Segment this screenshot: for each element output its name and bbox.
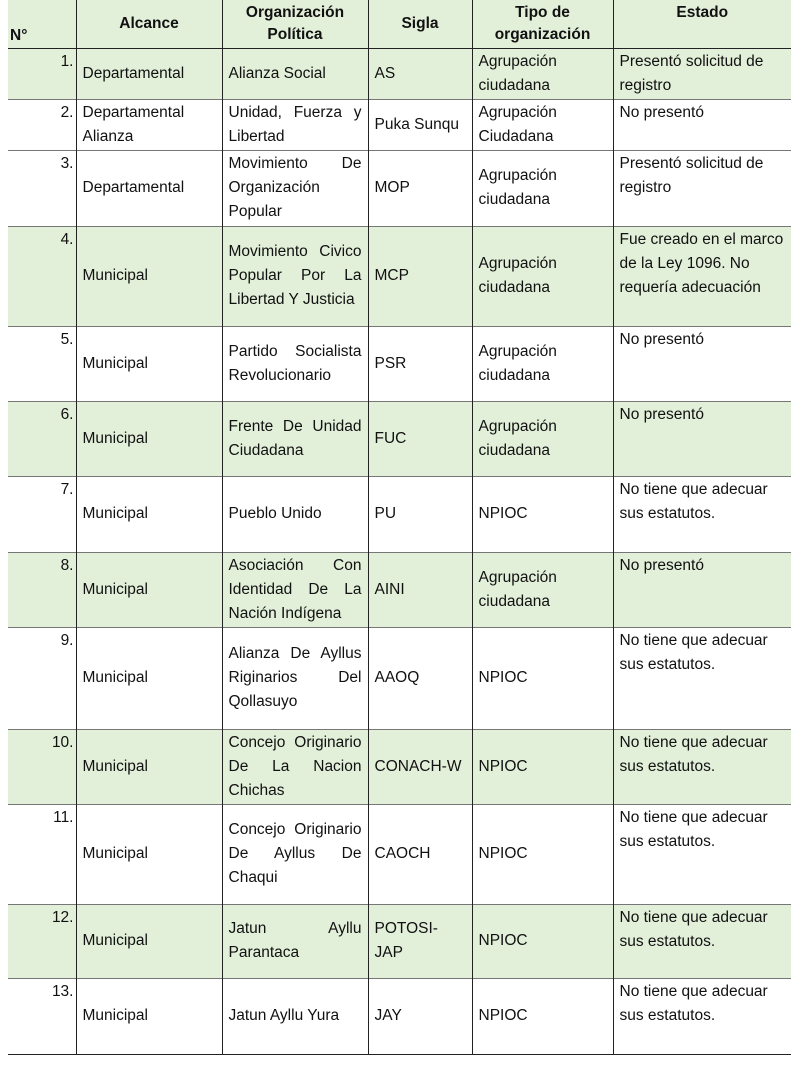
header-sigla: Sigla (368, 0, 472, 48)
cell-tipo: NPIOC (472, 978, 613, 1054)
table-row (8, 150, 791, 226)
header-organizacion: Organización Política (222, 0, 368, 48)
cell-organizacion: Frente De Unidad Ciudadana (222, 401, 368, 476)
cell-tipo: NPIOC (472, 476, 613, 552)
cell-sigla: JAY (368, 978, 472, 1054)
cell-tipo: Agrupación ciudadana (472, 226, 613, 326)
cell-organizacion: Pueblo Unido (222, 476, 368, 552)
cell-estado: No tiene que adecuar sus estatutos. (613, 729, 791, 804)
cell-sigla: Puka Sunqu (368, 99, 472, 150)
header-estado: Estado (613, 0, 791, 48)
cell-tipo: NPIOC (472, 627, 613, 729)
cell-no: 9. (60, 631, 74, 649)
cell-tipo: Agrupación ciudadana (472, 401, 613, 476)
cell-estado: No tiene que adecuar sus estatutos. (613, 804, 791, 904)
cell-estado: No tiene que adecuar sus estatutos. (613, 978, 791, 1054)
table-row (8, 401, 791, 476)
cell-estado: No tiene que adecuar sus estatutos. (613, 627, 791, 729)
header-tipo: Tipo de organización (472, 0, 613, 48)
cell-organizacion: Movimiento Civico Popular Por La Libertad Y Justicia (222, 226, 368, 326)
cell-tipo: NPIOC (472, 904, 613, 978)
cell-alcance: Departamental Alianza (76, 99, 222, 150)
cell-alcance: Municipal (76, 729, 222, 804)
cell-tipo: Agrupación Ciudadana (472, 99, 613, 150)
cell-tipo: Agrupación ciudadana (472, 150, 613, 226)
cell-alcance: Municipal (76, 476, 222, 552)
cell-organizacion: Partido Socialista Revolucionario (222, 326, 368, 401)
cell-tipo: Agrupación ciudadana (472, 326, 613, 401)
cell-organizacion: Jatun Ayllu Parantaca (222, 904, 368, 978)
cell-no: 4. (8, 226, 76, 326)
table-row (8, 476, 791, 552)
table-row (8, 978, 791, 1054)
cell-alcance: Municipal (76, 978, 222, 1054)
cell-organizacion: Concejo Originario De Ayllus De Chaqui (222, 804, 368, 904)
cell-estado: No presentó (613, 99, 791, 150)
table-row (8, 326, 791, 401)
cell-no: 7. (60, 480, 74, 498)
cell-alcance: Municipal (76, 226, 222, 326)
table-row (8, 729, 791, 804)
cell-no: 8. (8, 552, 76, 627)
cell-sigla: AS (368, 48, 472, 99)
cell-alcance: Municipal (76, 326, 222, 401)
cell-no: 3. (60, 154, 74, 172)
cell-tipo: Agrupación ciudadana (472, 48, 613, 99)
cell-tipo: NPIOC (472, 804, 613, 904)
cell-sigla: CAOCH (368, 804, 472, 904)
cell-organizacion: Jatun Ayllu Yura (222, 978, 368, 1054)
organizations-table (8, 0, 791, 1055)
cell-estado: No presentó (613, 401, 791, 476)
cell-alcance: Municipal (76, 904, 222, 978)
cell-sigla: PU (368, 476, 472, 552)
cell-estado: Presentó solicitud de registro (613, 48, 791, 99)
cell-organizacion: Concejo Originario De La Nacion Chichas (222, 729, 368, 804)
cell-estado: Presentó solicitud de registro (613, 150, 791, 226)
cell-organizacion: Movimiento De Organización Popular (222, 150, 368, 226)
cell-estado: No presentó (613, 552, 791, 627)
cell-sigla: POTOSI-JAP (368, 904, 472, 978)
cell-estado: No presentó (613, 326, 791, 401)
cell-sigla: PSR (368, 326, 472, 401)
cell-sigla: MOP (368, 150, 472, 226)
cell-alcance: Municipal (76, 804, 222, 904)
cell-alcance: Municipal (76, 627, 222, 729)
cell-estado: No tiene que adecuar sus estatutos. (613, 476, 791, 552)
table-row (8, 226, 791, 326)
table-row (8, 904, 791, 978)
cell-no: 10. (8, 729, 76, 804)
header-row (8, 0, 791, 48)
cell-no: 5. (60, 330, 74, 348)
cell-no: 11. (53, 808, 74, 826)
cell-alcance: Departamental (76, 150, 222, 226)
cell-alcance: Municipal (76, 552, 222, 627)
cell-organizacion: Asociación Con Identidad De La Nación Indígena (222, 552, 368, 627)
cell-sigla: CONACH-W (368, 729, 472, 804)
cell-sigla: AAOQ (368, 627, 472, 729)
cell-organizacion: Alianza De Ayllus Riginarios Del Qollasuyo (222, 627, 368, 729)
cell-no: 13. (51, 982, 74, 1000)
cell-tipo: Agrupación ciudadana (472, 552, 613, 627)
cell-no: 12. (8, 904, 76, 978)
cell-estado: Fue creado en el marco de la Ley 1096. No requería adecuación (613, 226, 791, 326)
cell-alcance: Municipal (76, 401, 222, 476)
header-no: N° (8, 0, 76, 48)
cell-sigla: MCP (368, 226, 472, 326)
table-row (8, 99, 791, 150)
cell-estado: No tiene que adecuar sus estatutos. (613, 904, 791, 978)
cell-sigla: FUC (368, 401, 472, 476)
cell-no: 2. (60, 103, 74, 121)
cell-alcance: Departamental (76, 48, 222, 99)
table-row (8, 804, 791, 904)
cell-organizacion: Alianza Social (222, 48, 368, 99)
cell-organizacion: Unidad, Fuerza y Libertad (222, 99, 368, 150)
table-row (8, 552, 791, 627)
cell-no: 1. (8, 48, 76, 99)
table-row (8, 627, 791, 729)
cell-sigla: AINI (368, 552, 472, 627)
table-row (8, 48, 791, 99)
cell-tipo: NPIOC (472, 729, 613, 804)
header-alcance: Alcance (76, 0, 222, 48)
cell-no: 6. (8, 401, 76, 476)
